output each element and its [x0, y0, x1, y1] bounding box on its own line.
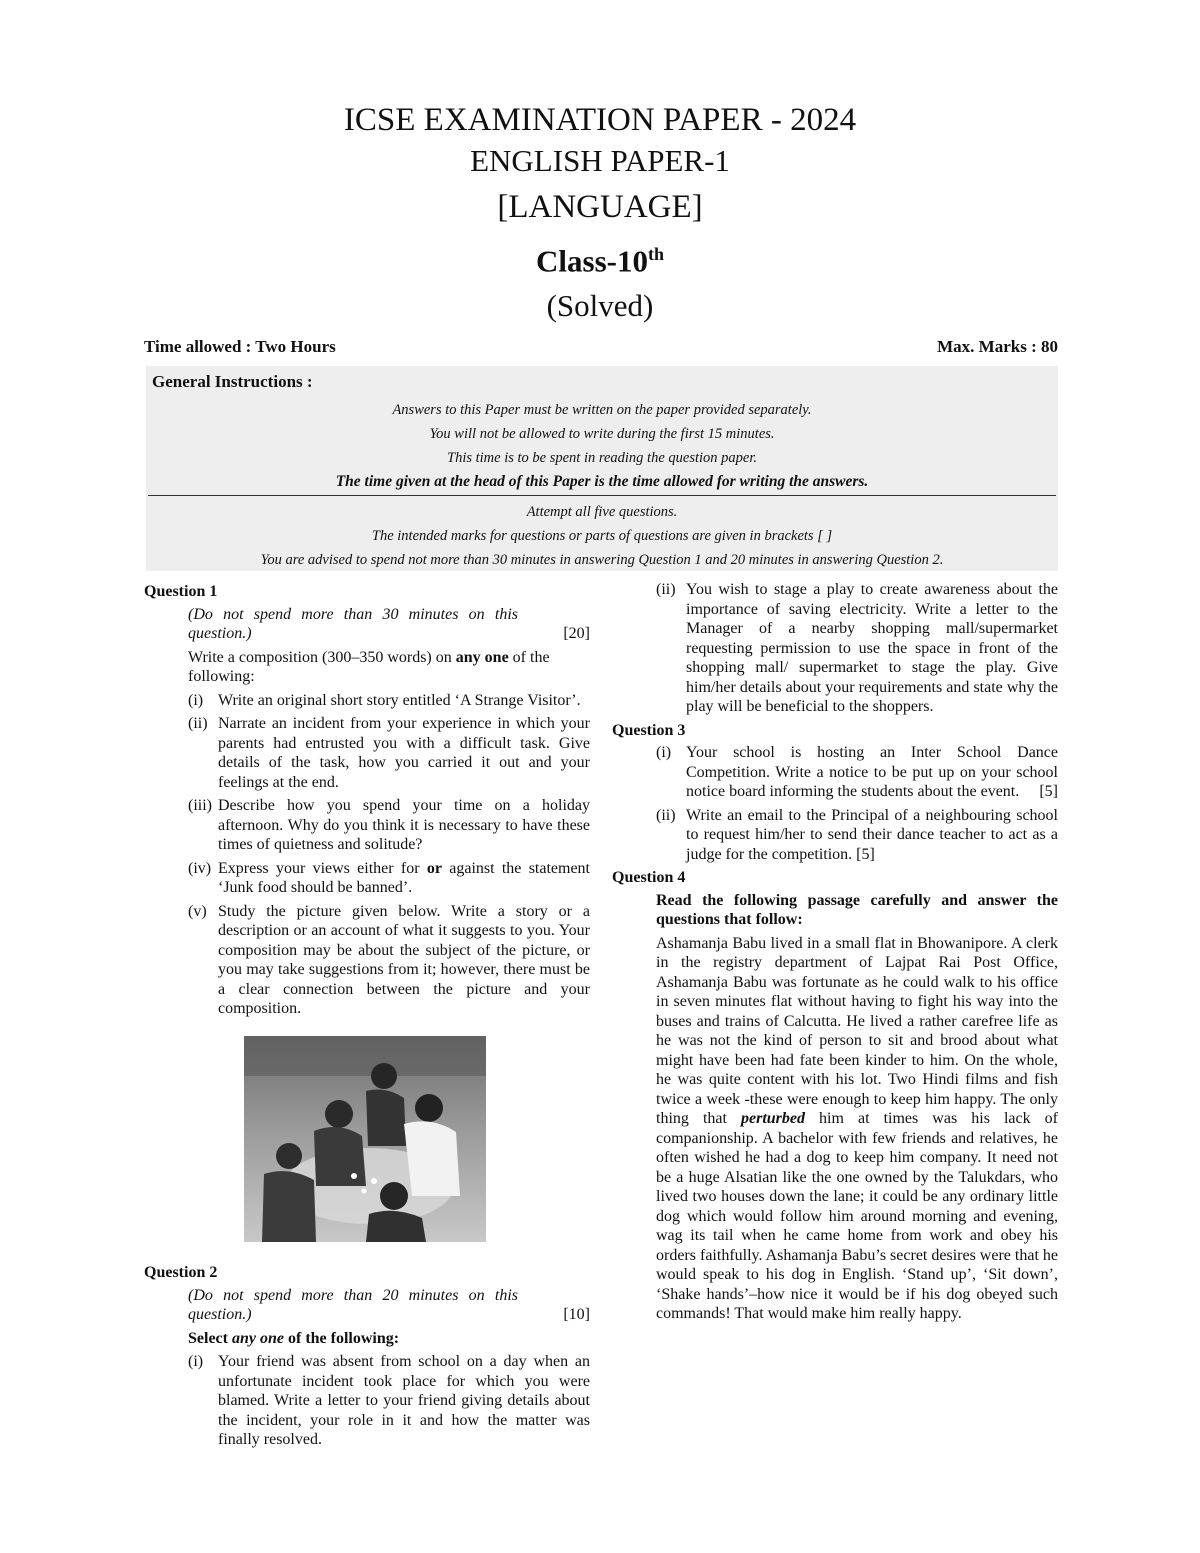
- item-text: [218, 859, 590, 898]
- exam-title: ICSE EXAMINATION PAPER - 2024: [343, 102, 857, 138]
- q1-intro-b: any one: [455, 648, 509, 666]
- general-instructions-box: [146, 366, 1058, 571]
- item-text: You wish to stage a play to create awareness about the importance of saving electricity. Write a letter to the Manager of a nearby shopping mall/supermarket requesting permission to use the space in front of the shopping mall/ supermarket to stage the play. Give him/her details about your requirements and state why the play will be beneficial to the shoppers.: [686, 581, 1058, 715]
- item-num: (i): [188, 691, 204, 709]
- item-text: Your friend was absent from school on a day when an unfortunate incident took place for which you were blamed. Write a letter to your friend giving details about the incident, your role in it and how the matter was finally resolved.: [218, 1353, 590, 1448]
- right-column: [612, 580, 1058, 1324]
- item-num: (ii): [188, 715, 208, 732]
- q1-item: [188, 714, 590, 792]
- item-text-body: Your school is hosting an Inter School Dance Competition. Write a notice to be put up on your school notice board informing the students about the event.: [686, 744, 1058, 800]
- class-title: [0, 232, 1200, 283]
- passage-part-a: Ashamanja Babu lived in a small flat in Bhowanipore. A clerk in the registry department of Lajpat Rai Post Office, Ashamanja Babu was fortunate as he could walk to his office in seven minutes flat without having to fight his way into the buses and trains of Calcutta. He lived a rather carefree life as he was not the kind of person to sit and brood about what might have been had fate been kinder to him. On the whole, he was quite content with his lot. Two Hindi films and fish twice a week -these were enough to keep him happy. The only thing that: [656, 934, 1058, 1127]
- question-4-title: Question 4: [612, 869, 686, 886]
- question-1-body: [188, 605, 590, 1019]
- q1-intro-c: of the following:: [188, 648, 550, 685]
- left-column: [144, 580, 590, 1451]
- passage-part-b: him at times was his lack of companionship. A bachelor with few friends and relatives, he often wished he had a dog to keep him company. It need not be a huge Alsatian like the one owned by the Talukdars, who lived two houses down the lane; it could be any ordinary little dog which would follow him around morning and evening, wag its tail when he came home from work and obey his orders faithfully. Ashamanja Babu’s secret desires were that he would speak to his dog in English. ‘Stand up’, ‘Sit down’, ‘Shake hands’–how nice it would be if his dog obeyed such commands! That would make him really happy.: [656, 1110, 1058, 1322]
- title-block: [0, 100, 1200, 329]
- question-4-body: [656, 891, 1058, 1324]
- q1-intro: [188, 648, 590, 687]
- instruction-line: Attempt all five questions.: [526, 504, 678, 520]
- q2-note: (Do not spend more than 20 minutes on this question.): [188, 1286, 518, 1323]
- item-marks: [5]: [1039, 783, 1058, 800]
- item-text-b: or: [426, 859, 442, 877]
- item-num: (iv): [188, 859, 212, 877]
- item-num: (ii): [656, 806, 676, 824]
- q2-select-b: any one: [231, 1329, 284, 1347]
- meta-row: [144, 337, 1058, 357]
- item-num: (iii): [188, 797, 212, 814]
- item-num: (ii): [656, 581, 676, 598]
- item-text: Study the picture given below. Write a story or a description or an account of what it suggests to you. Your composition may be about the subject of the picture, or you may take suggestions from it; however, there must be a clear connection between the picture and your composition.: [218, 902, 590, 1017]
- children-playing-photo: [244, 1036, 486, 1242]
- q1-intro-a: Write a composition (300–350 words) on: [188, 648, 456, 666]
- max-marks: Max. Marks : 80: [937, 337, 1058, 356]
- instruction-line: The time given at the head of this Paper is the time allowed for writing the answers.: [335, 473, 869, 490]
- item-text: Write an email to the Principal of a neighbouring school to request him/her to send their dance teacher to act as a judge for the competition. [5]: [686, 806, 1058, 863]
- class-sup: th: [647, 244, 664, 264]
- instruction-line: The intended marks for questions or parts of questions are given in brackets [ ]: [371, 528, 833, 544]
- question-2-title: Question 2: [144, 1264, 218, 1281]
- item-text: Write an original short story entitled ‘A Strange Visitor’.: [218, 691, 581, 709]
- item-num: (v): [188, 902, 207, 920]
- q2-note-row: [188, 1286, 590, 1325]
- q3-item: [656, 806, 1058, 865]
- question-3-title: Question 3: [612, 721, 686, 739]
- solved-label: (Solved): [546, 288, 654, 324]
- instruction-line: You will not be allowed to write during the first 15 minutes.: [429, 426, 775, 442]
- q4-instruction: Read the following passage carefully and answer the questions that follow:: [656, 891, 1058, 928]
- q1-item: [188, 902, 590, 1019]
- item-text-c: against the statement ‘Junk food should be banned’.: [218, 859, 590, 896]
- instruction-line: You are advised to spend not more than 30 minutes in answering Question 1 and 20 minutes in answering Question 2.: [260, 552, 944, 568]
- class-base: Class-10: [536, 243, 648, 279]
- instructions-bottom: [146, 500, 1058, 572]
- time-allowed: Time allowed : Two Hours: [144, 337, 336, 356]
- item-text: [686, 743, 1058, 802]
- instructions-divider: [148, 495, 1056, 496]
- instruction-line: Answers to this Paper must be written on the paper provided separately.: [392, 402, 812, 418]
- item-num: (i): [188, 1353, 204, 1370]
- q1-item: [188, 859, 590, 898]
- item-text: Narrate an incident from your experience in which your parents had entrusted you with a difficult task. Give details of the task, how you carried it out and your feelings at the end.: [218, 715, 590, 791]
- item-text: Describe how you spend your time on a holiday afternoon. Why do you think it is necessary to have these times of quietness and solitude?: [218, 797, 590, 853]
- passage-emphasis: perturbed: [741, 1110, 805, 1127]
- q2-marks: [10]: [563, 1306, 590, 1323]
- instructions-heading: General Instructions :: [152, 372, 313, 391]
- q2-item: [656, 580, 1058, 717]
- q2-item: [188, 1352, 590, 1450]
- subject-title: [LANGUAGE]: [497, 189, 703, 225]
- question-1-title: Question 1: [144, 583, 218, 600]
- q3-item: [656, 743, 1058, 802]
- question-2-continued: [656, 580, 1058, 717]
- instruction-line: This time is to be spent in reading the question paper.: [447, 450, 757, 466]
- q1-marks: [20]: [563, 625, 590, 642]
- item-num: (i): [656, 744, 672, 761]
- q2-select: [188, 1329, 590, 1349]
- q2-select-a: Select: [188, 1329, 232, 1347]
- q1-item: [188, 691, 590, 711]
- q1-note: (Do not spend more than 30 minutes on this question.): [188, 605, 518, 642]
- q2-select-c: of the following:: [283, 1329, 400, 1347]
- question-2-body: [188, 1286, 590, 1450]
- item-text-a: Express your views either for: [218, 859, 427, 877]
- q1-note-row: [188, 605, 590, 644]
- question-3-body: [656, 743, 1058, 864]
- q1-item: [188, 796, 590, 855]
- instructions-top: [146, 398, 1058, 494]
- paper-title: ENGLISH PAPER-1: [470, 143, 730, 178]
- q4-passage: [656, 934, 1058, 1324]
